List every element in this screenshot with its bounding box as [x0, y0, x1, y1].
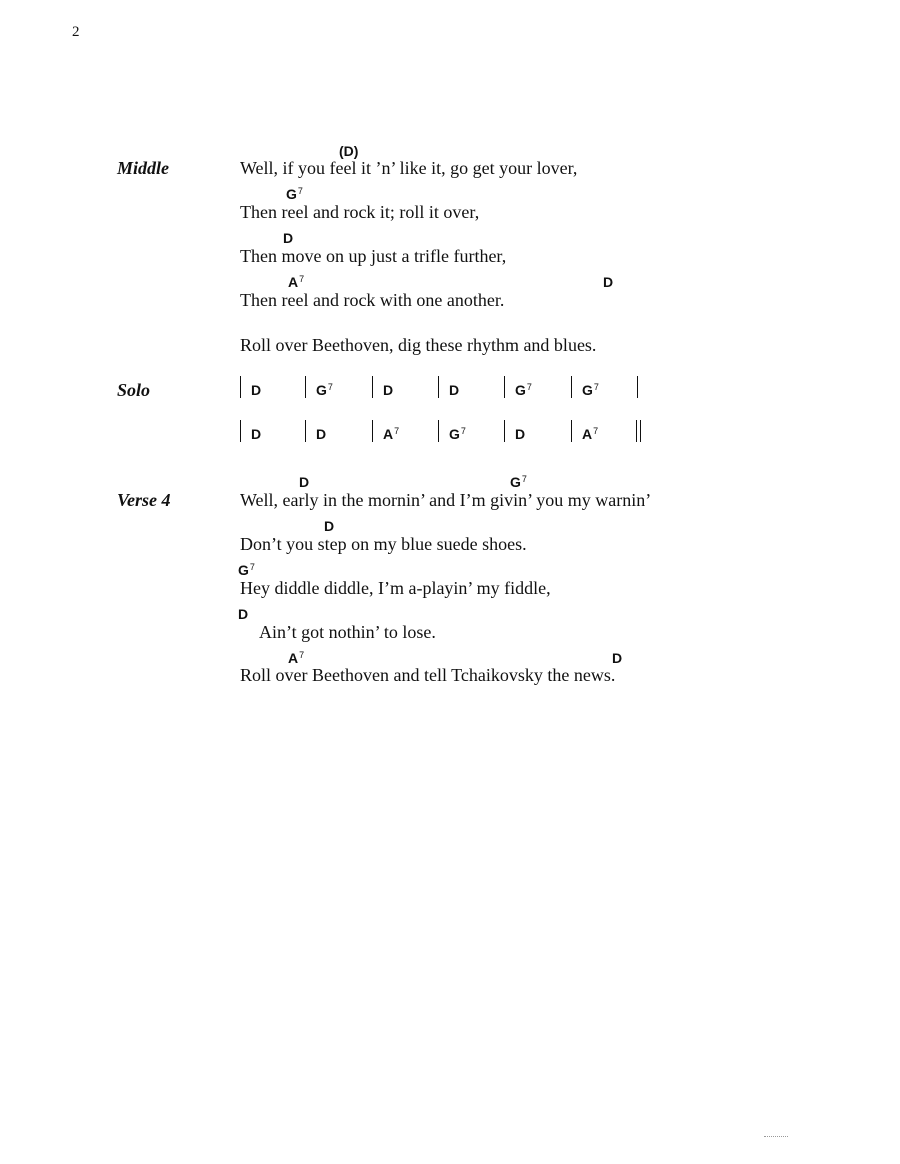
barline: [504, 420, 505, 442]
barline: [240, 420, 241, 442]
solo-chord: $G^7$: [316, 382, 333, 398]
barline: [438, 376, 439, 398]
solo-chord: D: [251, 382, 262, 398]
barline: [372, 376, 373, 398]
barline: [305, 420, 306, 442]
lyric-line: Then reel and rock it; roll it over,: [240, 202, 480, 222]
lyric-line: Don’t you step on my blue suede shoes.: [240, 534, 527, 554]
lyric-line: Roll over Beethoven and tell Tchaikovsky the news.: [240, 665, 616, 685]
chord: D: [299, 474, 310, 490]
barline: [637, 376, 638, 398]
section-label-middle: Middle: [117, 158, 169, 178]
chord: $A^7$: [288, 650, 305, 666]
chord: D: [603, 274, 614, 290]
solo-chord: $G^7$: [582, 382, 599, 398]
lyric-line: Ain’t got nothin’ to lose.: [259, 622, 436, 642]
lyric-line: Hey diddle diddle, I’m a-playin’ my fiddle,: [240, 578, 551, 598]
section-label-verse-4: Verse 4: [117, 490, 171, 510]
barline: [438, 420, 439, 442]
lyric-line: Roll over Beethoven, dig these rhythm and blues.: [240, 335, 597, 355]
solo-chord: D: [515, 426, 526, 442]
solo-chord: D: [316, 426, 327, 442]
chord: D: [283, 230, 294, 246]
solo-chord: $G^7$: [449, 426, 466, 442]
solo-chord: $A^7$: [383, 426, 400, 442]
lyric-line: Then move on up just a trifle further,: [240, 246, 507, 266]
barline: [504, 376, 505, 398]
barline: [571, 376, 572, 398]
footer-scan-mark: [764, 1136, 788, 1139]
section-label-solo: Solo: [117, 380, 151, 400]
barline: [372, 420, 373, 442]
barline: [240, 376, 241, 398]
lyric-line: Well, early in the mornin’ and I’m givin’ you my warnin’: [240, 490, 652, 510]
solo-chord: $G^7$: [515, 382, 532, 398]
chord: $A^7$: [288, 274, 305, 290]
chord: $G^7$: [286, 186, 303, 202]
chord: (D): [339, 143, 359, 159]
solo-chord: $A^7$: [582, 426, 599, 442]
solo-chord: D: [383, 382, 394, 398]
chord: D: [612, 650, 623, 666]
solo-chord: D: [251, 426, 262, 442]
chord: $G^7$: [510, 474, 527, 490]
lyric-line: Well, if you feel it ’n’ like it, go get your lover,: [240, 158, 578, 178]
lyric-line: Then reel and rock with one another.: [240, 290, 505, 310]
final-double-barline: [636, 420, 641, 442]
barline: [305, 376, 306, 398]
chord: D: [238, 606, 249, 622]
chord: D: [324, 518, 335, 534]
solo-chord: D: [449, 382, 460, 398]
chord: $G^7$: [238, 562, 255, 578]
barline: [571, 420, 572, 442]
page-number: 2: [72, 24, 80, 40]
